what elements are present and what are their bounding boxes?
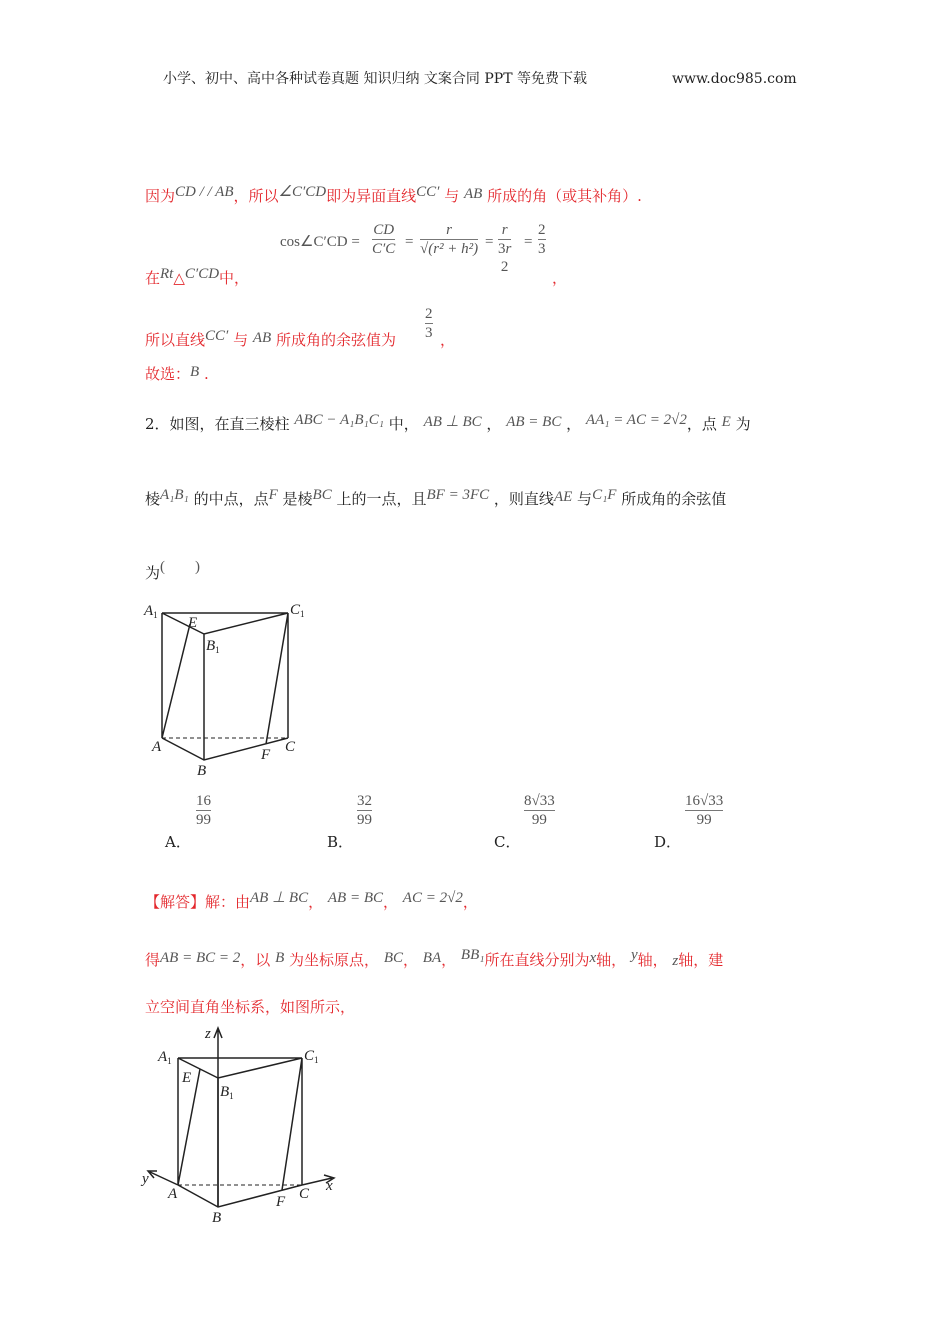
option-c-value: 8√33 99 bbox=[524, 793, 555, 828]
label-A: A bbox=[168, 1186, 178, 1202]
option-d[interactable]: D． bbox=[654, 833, 682, 851]
document-page: 小学、初中、高中各种试卷真题 知识归纳 文案合同 PPT 等免费下载 www.doc985.com 因为CD / / AB，所以∠C′CD即为异面直线CC′ 与 AB 所成的角（或其补角）. cos∠C′CD = CD C′C = r √(r² + h²) = r 3r 2 = 2 3 在Rt△C′CD中， ， 所以直线CC′ 与 AB 所成角的余弦值为 2 3 ， 故选：B . 2．如图，在直三棱柱 ABC − A₁B₁C₁ 中， AB ⊥ BC ， AB = BC ， AA₁ = AC = 2√2，点 E 为 棱A₁B₁ 的中点，点F 是棱BC 上的一点，且BF = 3FC ，则直线AE 与C₁F 所成角的余弦值 为( ) $A_1$ E $B_1$ $C_1$ A B F C z y x $A_1$ E $B_1$ $C_1$ A B F C A． 16 99 B． 32 99 C． 8√33 99 D． 16√33 99 【解答】解：由AB ⊥ BC， AB = BC， AC = 2√2， 得AB = BC = 2，以 B 为坐标原点， BC， BA， BB₁所在直线分别为x轴， y轴， z轴，建 立空间直角坐标系，如图所示， bbox=[0, 0, 950, 1344]
label-B1: $B_1$ bbox=[220, 1084, 234, 1101]
solution-line-2: 在Rt△C′CD中， bbox=[145, 266, 250, 287]
comma: ， bbox=[552, 269, 568, 287]
label-A1: $A_1$ bbox=[144, 603, 158, 620]
header-url: www.doc985.com bbox=[672, 71, 797, 87]
figure-labels-answer bbox=[140, 1026, 333, 1226]
label-z: z bbox=[205, 1026, 211, 1042]
comma: ， bbox=[440, 331, 456, 349]
label-C1: $C_1$ bbox=[304, 1048, 319, 1065]
question-line-3: 为( ) bbox=[145, 559, 201, 582]
option-a-value: 16 99 bbox=[196, 793, 211, 828]
label-E: E bbox=[182, 1070, 192, 1086]
solution-line-4: 故选：B . bbox=[145, 364, 209, 383]
fraction-2-3: 2 3 bbox=[425, 306, 433, 341]
solution-line-1: 因为CD / / AB，所以∠C′CD即为异面直线CC′ 与 AB 所成的角（或其补角）. bbox=[145, 184, 642, 205]
answer-line-3: 立空间直角坐标系，如图所示， bbox=[145, 998, 356, 1016]
label-B1: $B_1$ bbox=[206, 638, 220, 655]
label-B: B bbox=[197, 763, 207, 779]
question-line-2: 棱A₁B₁ 的中点，点F 是棱BC 上的一点，且BF = 3FC ，则直线AE 与C₁F 所成角的余弦值 bbox=[145, 487, 727, 508]
label-A1: $A_1$ bbox=[158, 1049, 172, 1066]
z-axis bbox=[214, 1028, 222, 1207]
option-c[interactable]: C． bbox=[494, 833, 521, 851]
label-A: A bbox=[152, 739, 162, 755]
label-F: F bbox=[261, 747, 271, 763]
answer-line-1: 【解答】解：由AB ⊥ BC， AB = BC， AC = 2√2， bbox=[145, 890, 478, 911]
label-F: F bbox=[276, 1194, 286, 1210]
solution-line-3: 所以直线CC′ 与 AB 所成角的余弦值为 bbox=[145, 328, 397, 349]
option-b-value: 32 99 bbox=[357, 793, 372, 828]
option-b[interactable]: B． bbox=[327, 833, 354, 851]
header-text: 小学、初中、高中各种试卷真题 知识归纳 文案合同 PPT 等免费下载 bbox=[163, 71, 587, 87]
label-C1: $C_1$ bbox=[290, 602, 305, 619]
label-y: y bbox=[142, 1171, 149, 1187]
label-C: C bbox=[285, 739, 296, 755]
answer-line-2: 得AB = BC = 2，以 B 为坐标原点， BC， BA， BB₁所在直线分别为x轴， y轴， z轴，建 bbox=[145, 947, 724, 969]
prism-figure-question bbox=[162, 613, 288, 760]
label-C: C bbox=[299, 1186, 310, 1202]
label-x: x bbox=[326, 1178, 333, 1194]
label-E: E bbox=[188, 615, 198, 631]
option-d-value: 16√33 99 bbox=[685, 793, 724, 828]
question-line-1: 2．如图，在直三棱柱 ABC − A₁B₁C₁ 中， AB ⊥ BC ， AB = BC ， AA₁ = AC = 2√2，点 E 为 bbox=[145, 412, 751, 433]
option-a[interactable]: A． bbox=[165, 833, 191, 851]
label-B: B bbox=[212, 1210, 222, 1226]
y-axis bbox=[148, 1171, 178, 1185]
